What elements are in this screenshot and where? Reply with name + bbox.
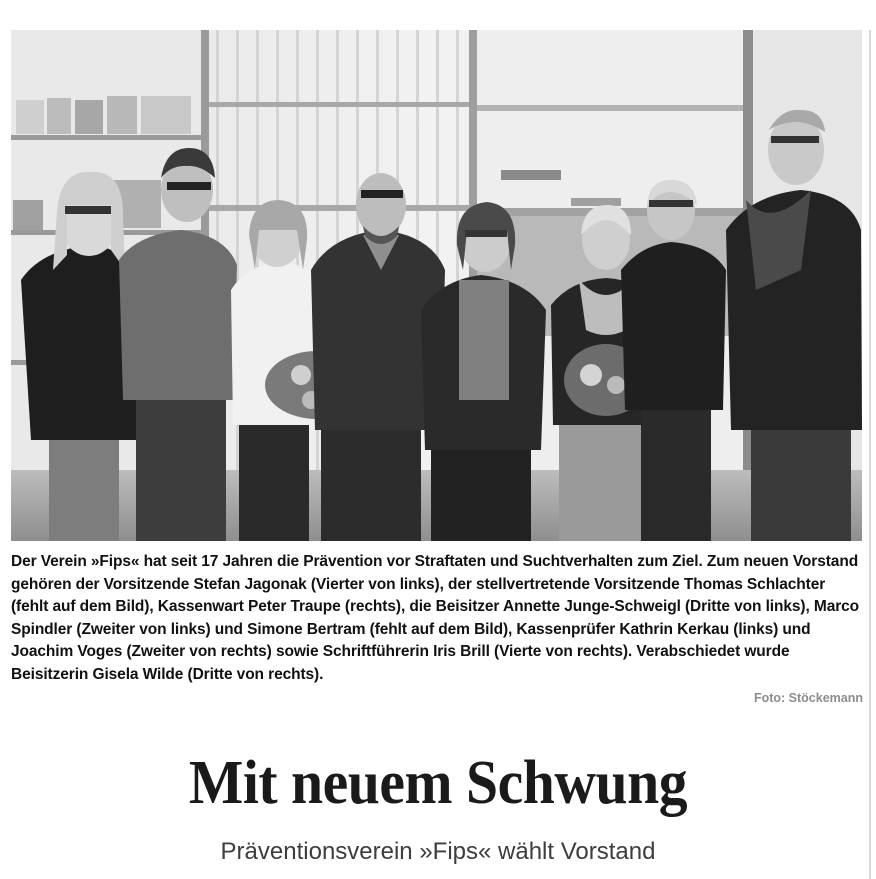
group-photo-image	[11, 30, 862, 541]
article-headline: Mit neuem Schwung	[188, 749, 688, 817]
article-subheadline: Präventionsverein »Fips« wählt Vorstand	[220, 838, 656, 865]
group-photo	[11, 30, 862, 541]
photo-credit: Foto: Stöckemann	[753, 691, 863, 705]
photo-caption: Der Verein »Fips« hat seit 17 Jahren die Prävention vor Straftaten und Suchtverhalten zum Ziel. Zum neuen Vorstand gehören der Vorsitzende Stefan Jagonak (Vierter von links), der stellvertretende Vorsitzende Thomas Schlachter (fehlt auf dem Bild), Kassenwart Peter Traupe (rechts), die Beisitzer Annette Junge-Schweigl (Dritte von links), Marco Spindler (Zweiter von links) und Simone Bertram (fehlt auf dem Bild), Kassenprüfer Kathrin Kerkau (links) und Joachim Voges (Zweiter von rechts) sowie Schriftführerin Iris Brill (Vierte von rechts). Verabschiedet wurde Beisitzerin Gisela Wilde (Dritte von rechts).	[11, 553, 860, 683]
column-rule	[869, 30, 871, 879]
